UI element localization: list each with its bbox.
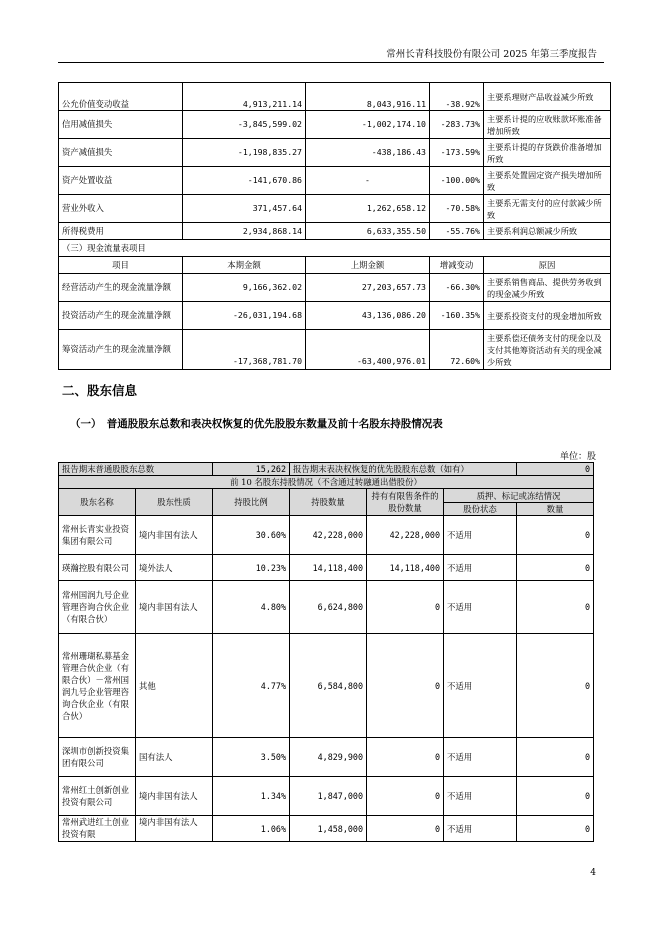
holder-name: 常州武进红土创业投资有限 (59, 816, 136, 842)
pref-holders-label: 报告期末表决权恢复的优先股股东总数（如有） (290, 463, 517, 476)
table-row (59, 581, 594, 634)
holder-nature: 境内非国有法人 (136, 516, 213, 555)
change-rate: -38.92% (430, 83, 484, 111)
change-reason: 主要系偿还债务支付的现金以及支付其他筹资活动有关的现金减少所致 (484, 330, 611, 370)
previous-amount: 43,136,086.20 (306, 302, 430, 330)
holder-amount: 0 (517, 516, 594, 555)
table-row (59, 302, 611, 330)
previous-amount: -1,002,174.10 (306, 111, 430, 139)
current-amount: 2,934,868.14 (183, 223, 306, 240)
holder-quantity: 1,847,000 (290, 777, 367, 816)
holder-status: 不适用 (444, 634, 517, 738)
change-rate: -160.35% (430, 302, 484, 330)
change-reason: 主要系无需支付的应付款减少所致 (484, 195, 611, 223)
header-current: 本期金额 (183, 257, 306, 274)
col-quantity: 持股数量 (290, 489, 367, 516)
table-row (59, 274, 611, 302)
total-holders-value: 15,262 (213, 463, 290, 476)
change-reason: 主要系计提的应收账款坏账准备增加所致 (484, 111, 611, 139)
holder-nature: 其他 (136, 634, 213, 738)
row-item: 公允价值变动收益 (59, 83, 183, 111)
holder-ratio: 4.77% (213, 634, 290, 738)
holder-nature: 国有法人 (136, 738, 213, 777)
table-row (59, 516, 594, 555)
row-item: 资产减值损失 (59, 139, 183, 167)
previous-amount: -438,186.43 (306, 139, 430, 167)
change-reason: 主要系处置固定资产损失增加所致 (484, 167, 611, 195)
cashflow-header-row (59, 257, 611, 274)
report-header-title: 常州长青科技股份有限公司 2025 年第三季度报告 (386, 49, 597, 60)
row-item: 资产处置收益 (59, 167, 183, 195)
col-amount: 数量 (517, 503, 594, 516)
unit-label: 单位：股 (559, 452, 596, 462)
holder-nature: 境内非国有法人 (136, 777, 213, 816)
current-amount: -141,670.86 (183, 167, 306, 195)
previous-amount: 1,262,658.12 (306, 195, 430, 223)
header-change: 增减变动 (430, 257, 484, 274)
previous-amount: -63,400,976.01 (306, 330, 430, 370)
holder-status: 不适用 (444, 555, 517, 581)
holder-restricted: 0 (367, 816, 444, 842)
shareholders-table (58, 462, 594, 842)
current-amount: -26,031,194.68 (183, 302, 306, 330)
change-rate: -66.30% (430, 274, 484, 302)
top10-caption-row (59, 476, 594, 489)
change-rate: -55.76% (430, 223, 484, 240)
row-item: 信用减值损失 (59, 111, 183, 139)
col-nature: 股东性质 (136, 489, 213, 516)
table-row (59, 195, 611, 223)
table-row (59, 555, 594, 581)
table-row (59, 634, 594, 738)
col-name: 股东名称 (59, 489, 136, 516)
holder-nature: 境外法人 (136, 555, 213, 581)
section-title: 二、股东信息 (62, 383, 138, 398)
change-rate: -70.58% (430, 195, 484, 223)
change-rate: -173.59% (430, 139, 484, 167)
holder-nature: 境内非国有法人 (136, 816, 213, 842)
holder-quantity: 4,829,900 (290, 738, 367, 777)
current-amount: -17,368,781.70 (183, 330, 306, 370)
holder-status: 不适用 (444, 738, 517, 777)
header-reason: 原因 (484, 257, 611, 274)
holder-ratio: 30.60% (213, 516, 290, 555)
holder-status: 不适用 (444, 816, 517, 842)
change-reason: 主要系利润总额减少所致 (484, 223, 611, 240)
col-status: 股份状态 (444, 503, 517, 516)
holder-ratio: 3.50% (213, 738, 290, 777)
holder-amount: 0 (517, 816, 594, 842)
holder-status: 不适用 (444, 581, 517, 634)
total-holders-label: 报告期末普通股股东总数 (59, 463, 213, 476)
holder-status: 不适用 (444, 777, 517, 816)
holder-quantity: 14,118,400 (290, 555, 367, 581)
col-pledge: 质押、标记或冻结情况 (444, 489, 594, 503)
previous-amount: 6,633,355.50 (306, 223, 430, 240)
holder-ratio: 1.06% (213, 816, 290, 842)
holder-ratio: 1.34% (213, 777, 290, 816)
holder-name: 常州长青实业投资集团有限公司 (59, 516, 136, 555)
pref-holders-value: 0 (517, 463, 594, 476)
change-rate: -283.73% (430, 111, 484, 139)
table-row (59, 777, 594, 816)
holder-quantity: 6,584,800 (290, 634, 367, 738)
previous-amount: 8,043,916.11 (306, 83, 430, 111)
holder-restricted: 0 (367, 777, 444, 816)
holder-quantity: 1,458,000 (290, 816, 367, 842)
row-item: 投资活动产生的现金流量净额 (59, 302, 183, 330)
table-row (59, 139, 611, 167)
holder-restricted: 42,228,000 (367, 516, 444, 555)
holder-name: 常州珊瑚私募基金管理合伙企业（有限合伙）－常州国润九号企业管理咨询合伙企业（有限合伙） (59, 634, 136, 738)
holder-status: 不适用 (444, 516, 517, 555)
holder-restricted: 0 (367, 634, 444, 738)
holder-restricted: 0 (367, 581, 444, 634)
table-row (59, 167, 611, 195)
change-reason: 主要系投资支付的现金增加所致 (484, 302, 611, 330)
table-row (59, 330, 611, 370)
change-reason: 主要系计提的存货跌价准备增加所致 (484, 139, 611, 167)
table-row (59, 111, 611, 139)
col-restricted: 持有有限售条件的股份数量 (367, 489, 444, 516)
subsection-title: （一） 普通股股东总数和表决权恢复的优先股股东数量及前十名股东持股情况表 (70, 418, 443, 430)
summary-row (59, 463, 594, 476)
row-item: 所得税费用 (59, 223, 183, 240)
row-item: 营业外收入 (59, 195, 183, 223)
change-reason: 主要系理财产品收益减少所致 (484, 83, 611, 111)
change-analysis-table (58, 82, 611, 370)
holder-restricted: 0 (367, 738, 444, 777)
top10-caption: 前 10 名股东持股情况（不含通过转融通出借股份） (59, 476, 594, 489)
holder-quantity: 42,228,000 (290, 516, 367, 555)
holder-restricted: 14,118,400 (367, 555, 444, 581)
change-rate: -100.00% (430, 167, 484, 195)
column-header-row (59, 489, 594, 503)
header-item: 项目 (59, 257, 183, 274)
table-row (59, 738, 594, 777)
holder-name: 常州红土创新创业投资有限公司 (59, 777, 136, 816)
holder-name: 深圳市创新投资集团有限公司 (59, 738, 136, 777)
current-amount: -3,845,599.02 (183, 111, 306, 139)
row-item: 筹资活动产生的现金流量净额 (59, 330, 183, 370)
holder-name: 瑛瀚控股有限公司 (59, 555, 136, 581)
holder-amount: 0 (517, 777, 594, 816)
holder-nature: 境内非国有法人 (136, 581, 213, 634)
col-ratio: 持股比例 (213, 489, 290, 516)
current-amount: 9,166,362.02 (183, 274, 306, 302)
holder-name: 常州国润九号企业管理咨询合伙企业（有限合伙） (59, 581, 136, 634)
holder-amount: 0 (517, 738, 594, 777)
cashflow-section-row (59, 240, 611, 257)
holder-ratio: 10.23% (213, 555, 290, 581)
current-amount: 4,913,211.14 (183, 83, 306, 111)
holder-quantity: 6,624,800 (290, 581, 367, 634)
header-divider (58, 62, 604, 63)
holder-amount: 0 (517, 555, 594, 581)
header-previous: 上期金额 (306, 257, 430, 274)
row-item: 经营活动产生的现金流量净额 (59, 274, 183, 302)
page-number: 4 (590, 868, 596, 878)
previous-amount: - (306, 167, 430, 195)
previous-amount: 27,203,657.73 (306, 274, 430, 302)
holder-amount: 0 (517, 581, 594, 634)
table-row (59, 83, 611, 111)
table-row (59, 223, 611, 240)
holder-ratio: 4.80% (213, 581, 290, 634)
table-row (59, 816, 594, 842)
current-amount: 371,457.64 (183, 195, 306, 223)
holder-amount: 0 (517, 634, 594, 738)
change-reason: 主要系销售商品、提供劳务收到的现金减少所致 (484, 274, 611, 302)
current-amount: -1,198,835.27 (183, 139, 306, 167)
change-rate: 72.60% (430, 330, 484, 370)
cashflow-section-label: （三）现金流量表项目 (59, 240, 611, 257)
